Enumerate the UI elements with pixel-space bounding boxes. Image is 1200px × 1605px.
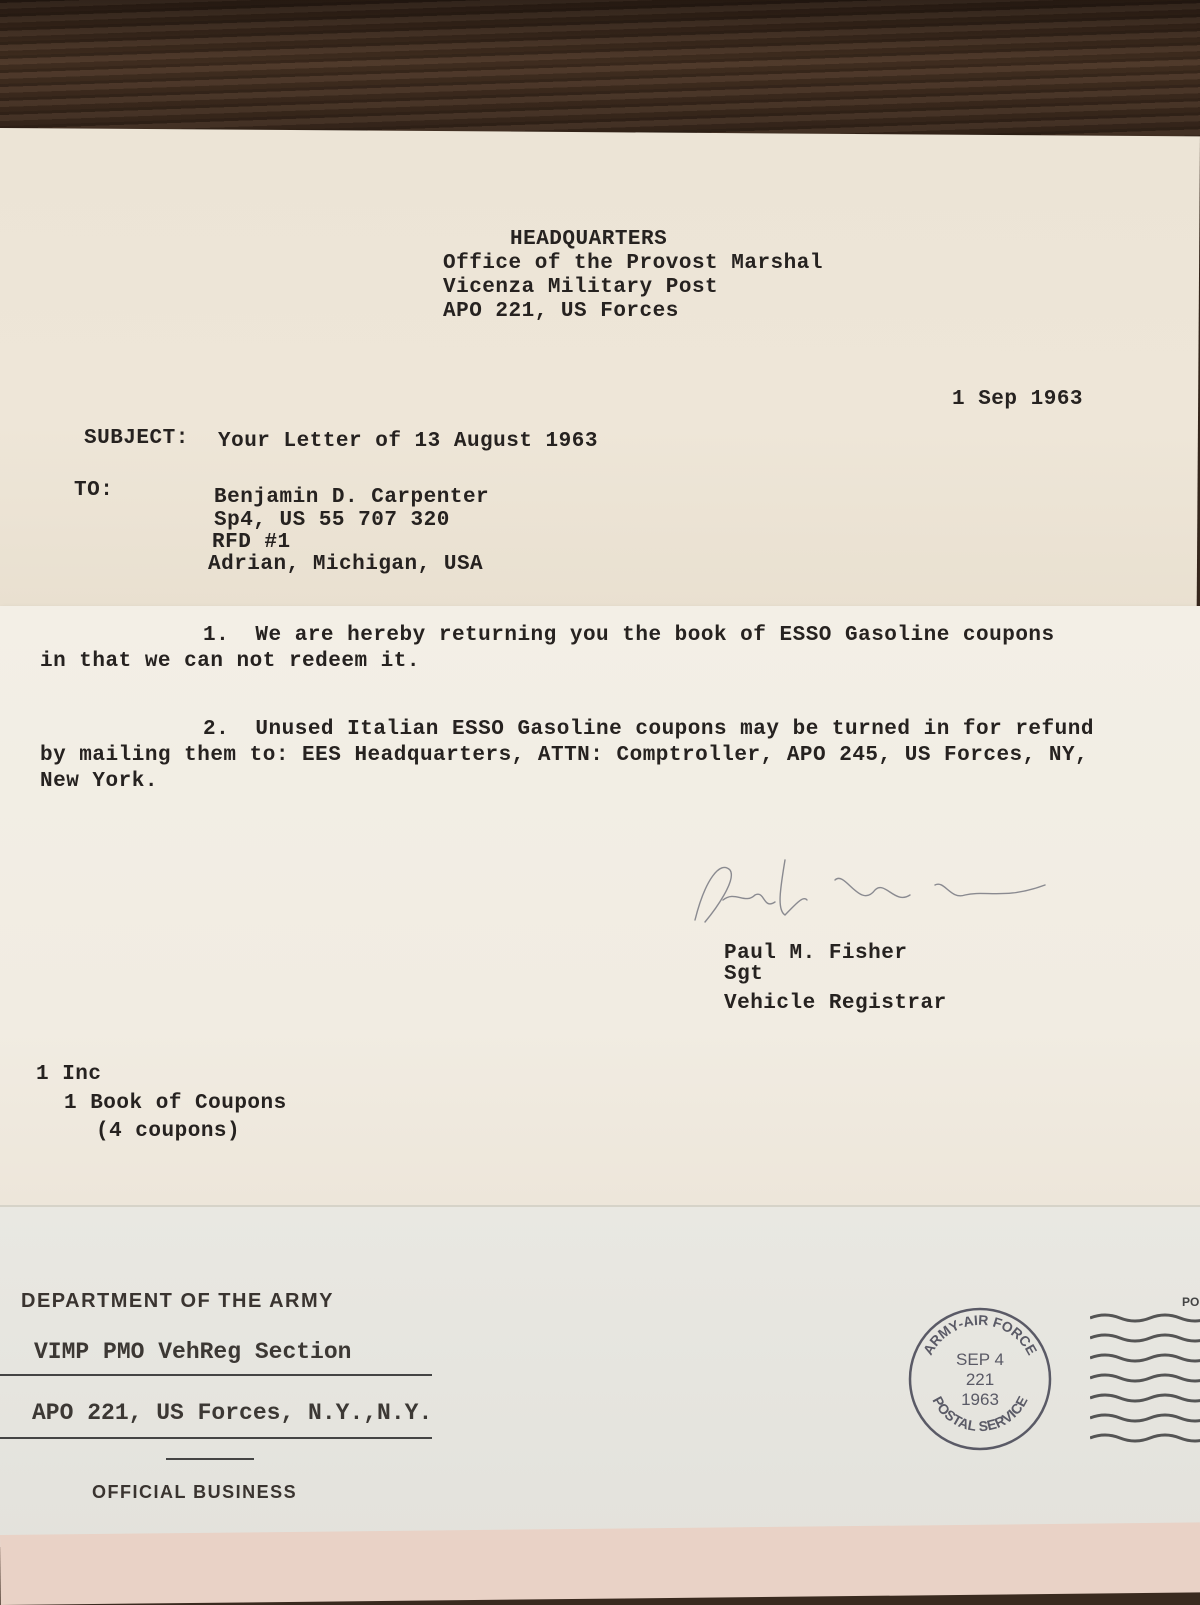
handwritten-signature — [685, 850, 1075, 940]
paragraph-1-line-2: in that we can not redeem it. — [40, 650, 420, 673]
paragraph-2-line-3: New York. — [40, 770, 158, 793]
envelope-corner-text: PO — [1182, 1295, 1200, 1309]
postmark-stamp — [906, 1305, 1054, 1453]
enclosure-line-2: 1 Book of Coupons — [64, 1092, 287, 1115]
cancellation-lines — [1090, 1308, 1200, 1448]
enclosure-line-3: (4 coupons) — [96, 1120, 241, 1143]
to-line-3: RFD #1 — [212, 531, 291, 554]
postmark-top-text: ARMY-AIR FORCE — [919, 1311, 1041, 1358]
letter-date: 1 Sep 1963 — [952, 388, 1084, 411]
subject-label: SUBJECT: — [84, 427, 189, 450]
paragraph-2-line-2: by mailing them to: EES Headquarters, ATTN: Comptroller, APO 245, US Forces, NY, — [40, 744, 1089, 767]
envelope-rule-2 — [0, 1437, 432, 1439]
wooden-table — [0, 0, 1200, 140]
signature-title: Vehicle Registrar — [724, 992, 947, 1015]
pink-paper-edge — [0, 1522, 1200, 1605]
header-post: Vicenza Military Post — [443, 276, 719, 299]
to-line-2: Sp4, US 55 707 320 — [214, 509, 450, 532]
paragraph-2-line-1: 2. Unused Italian ESSO Gasoline coupons may be turned in for refund — [203, 718, 1094, 741]
envelope-rule-1 — [0, 1374, 432, 1376]
signature-rank: Sgt — [724, 963, 764, 986]
to-line-1: Benjamin D. Carpenter — [214, 486, 490, 509]
header-apo: APO 221, US Forces — [443, 300, 679, 323]
subject-text: Your Letter of 13 August 1963 — [218, 430, 598, 453]
envelope-department: DEPARTMENT OF THE ARMY — [21, 1290, 334, 1312]
postmark-bottom-text: POSTAL SERVICE — [929, 1393, 1031, 1435]
to-line-4: Adrian, Michigan, USA — [208, 553, 484, 576]
postmark-apo: 221 — [965, 1370, 995, 1389]
envelope-rule-short — [166, 1458, 254, 1460]
envelope-section: VIMP PMO VehReg Section — [34, 1339, 352, 1365]
paragraph-1-line-1: 1. We are hereby returning you the book of ESSO Gasoline coupons — [203, 624, 1055, 647]
postmark-date: SEP 4 — [956, 1350, 1004, 1369]
header-headquarters: HEADQUARTERS — [510, 228, 668, 251]
envelope-official-business: OFFICIAL BUSINESS — [92, 1482, 298, 1502]
to-label: TO: — [74, 479, 114, 502]
header-office: Office of the Provost Marshal — [443, 252, 823, 275]
enclosure-line-1: 1 Inc — [36, 1063, 102, 1086]
envelope-address: APO 221, US Forces, N.Y.,N.Y. — [32, 1400, 433, 1426]
postmark-year: 1963 — [961, 1390, 999, 1409]
signature-name: Paul M. Fisher — [724, 942, 908, 965]
letter-top-fold — [0, 128, 1200, 618]
